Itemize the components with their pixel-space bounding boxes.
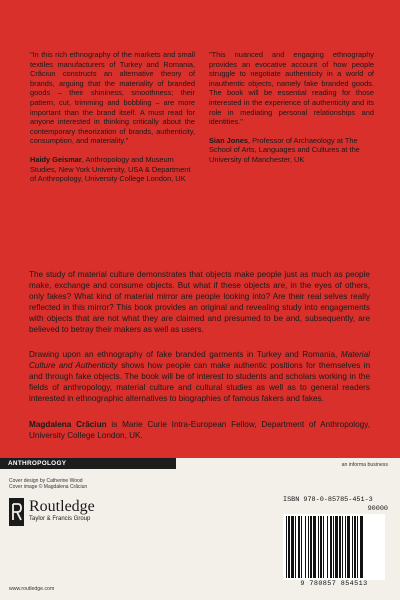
publisher-band	[0, 458, 400, 600]
publisher-name: Routledge	[29, 498, 95, 515]
isbn-text: ISBN 978-0-85785-451-3	[283, 496, 373, 504]
endorsement-left	[30, 50, 195, 184]
publisher-group: Taylor & Francis Group	[29, 516, 91, 522]
book-title: Material Culture and Authenticity	[29, 350, 370, 370]
barcode-icon	[283, 514, 385, 580]
credit-design: Cover design by Catherine Wood	[9, 478, 83, 484]
endorsement-quote: "This nuanced and engaging ethnography provides an evocative account of how people struggle to negotiate authenticity in a world of inauthentic objects, namely fake branded goods. The book will be essential reading for those interested in the experience of authenticity and its role in mediating personal relationships and identities."	[209, 50, 374, 127]
endorser-name: Sian Jones	[209, 135, 249, 145]
endorsement-quote: "In this rich ethnography of the markets and small textiles manufacturers of Turkey and Romania, Crăciun constructs an alternative theory of brands, arguing that the materiality of branded goods – their shininess, smoothness; their pattern, cut, trimming and bobbling – are more important than the brand itself. A must read for anyone interested in thinking critically about the contemporary theorization of brands, authenticity, consumption, and materiality."	[30, 50, 195, 146]
publisher-logo	[9, 496, 149, 530]
informa-tagline: an informa business	[341, 462, 388, 468]
ean-number: 9 780857 854513	[300, 580, 368, 588]
barcode-block	[277, 462, 389, 596]
endorser-affiliation: , Professor of Archaeology at The School of Arts, Languages and Cultures at the University of Manchester, UK	[209, 135, 360, 164]
author-bio-rest: is Marie Curie Intra-European Fellow, Department of Anthropology, University College London, UK.	[29, 420, 370, 440]
endorser-name: Haidy Geismar	[30, 154, 82, 164]
author-bio-text	[29, 420, 370, 442]
endorsement-attribution	[209, 136, 374, 165]
credit-image: Cover image © Magdalena Crăciun	[9, 484, 88, 491]
author-name: Magdalena Crăciun	[29, 420, 107, 429]
description-text: The study of material culture demonstrates that objects make people just as much as people make, exchange and consume objects. But what if these objects are, in the eyes of others, only fakes? What kind of material mirror are people looking into? Are their real selves really reflected in this mirror? This book provides an original and revealing study into engagements with objects that are not what they are claimed and presumed to be and, subsequently, are believed to betray their makers as well as users.	[29, 270, 370, 334]
description-paragraph-1	[29, 270, 370, 335]
publisher-url: www.routledge.com	[9, 586, 55, 592]
cover-credits	[9, 478, 87, 491]
category-label: ANTHROPOLOGY	[0, 458, 176, 469]
endorsements	[26, 50, 378, 260]
description-text-end: shows how people can make authentic positions for themselves in and through fake objects. The book will be of interest to students and scholars working in the fields of anthropology, material culture and cultural studies as well as to general readers interested in ethnographic alternatives to biographies of famous fakers and fakes.	[29, 360, 370, 403]
price-code: 90000	[367, 505, 388, 513]
endorsement-attribution	[30, 155, 195, 184]
description-paragraph-2	[29, 350, 370, 405]
description-text-start: Drawing upon an ethnography of fake branded garments in Turkey and Romania,	[29, 350, 341, 359]
endorser-affiliation: , Anthropology and Museum Studies, New York University, USA & Department of Anthropology, University College London, UK	[30, 154, 191, 184]
routledge-logo-icon	[9, 498, 24, 526]
author-bio	[29, 420, 370, 442]
endorsement-right	[209, 50, 374, 165]
description-text	[29, 350, 370, 405]
